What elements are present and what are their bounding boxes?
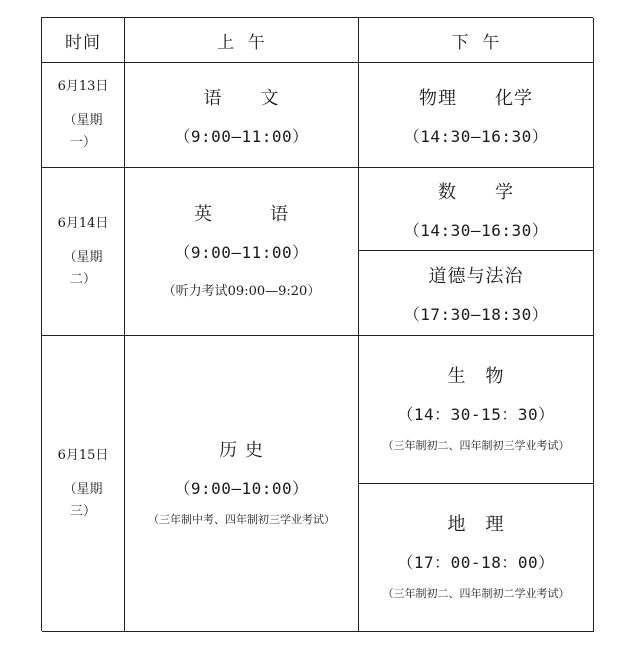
date-cell-day3 <box>42 336 125 632</box>
subject-name: 生 物 <box>447 366 505 387</box>
pm-exam-day1 <box>359 63 594 168</box>
subject-name: 道德与法治 <box>428 265 524 287</box>
pm-exam-day3-first <box>359 336 594 484</box>
weekday-label: （星期 三） <box>63 481 103 519</box>
exam-time: （14：30-15：30） <box>397 405 555 424</box>
exam-note: （三年制中考、四年制初三学业考试） <box>148 513 335 526</box>
header-time: 时间 <box>42 18 125 63</box>
exam-time: （9:00—10:00） <box>174 479 309 498</box>
subject-name: 数 学 <box>438 181 514 203</box>
date-label: 6月15日 <box>57 447 109 463</box>
am-exam-day3 <box>125 336 359 632</box>
pm-exam-day3-second <box>359 484 594 632</box>
subject-name: 地 理 <box>447 514 505 535</box>
subject-name: 英 语 <box>194 204 289 225</box>
exam-time: （17:30—18:30） <box>403 304 549 324</box>
header-afternoon: 下 午 <box>359 18 594 63</box>
date-label: 6月14日 <box>57 215 109 231</box>
exam-time: （14:30—16:30） <box>403 220 549 240</box>
subject-name: 历 史 <box>219 440 264 461</box>
exam-time: （9:00—11:00） <box>174 126 309 146</box>
date-cell-day2 <box>42 168 125 336</box>
date-label: 6月13日 <box>57 79 109 94</box>
exam-schedule-table <box>41 17 593 631</box>
exam-note: （三年制初二、四年制初二学业考试） <box>382 587 570 600</box>
pm-exam-day2-first <box>359 168 594 251</box>
pm-exam-day2-second <box>359 251 594 336</box>
exam-note: （三年制初二、四年制初三学业考试） <box>382 439 570 452</box>
exam-note: （听力考试09:00—9:20） <box>162 284 321 299</box>
header-morning: 上 午 <box>125 18 359 63</box>
exam-time: （17：00-18：00） <box>397 553 555 572</box>
subject-name: 语 文 <box>203 87 280 109</box>
am-exam-day2 <box>125 168 359 336</box>
exam-time: （9:00—11:00） <box>174 243 309 262</box>
exam-time: （14:30—16:30） <box>403 126 549 146</box>
am-exam-day1 <box>125 63 359 168</box>
date-cell-day1 <box>42 63 125 168</box>
subject-name: 物理 化学 <box>419 87 533 109</box>
weekday-label: （星期 一） <box>63 113 103 150</box>
weekday-label: （星期 二） <box>63 249 103 287</box>
